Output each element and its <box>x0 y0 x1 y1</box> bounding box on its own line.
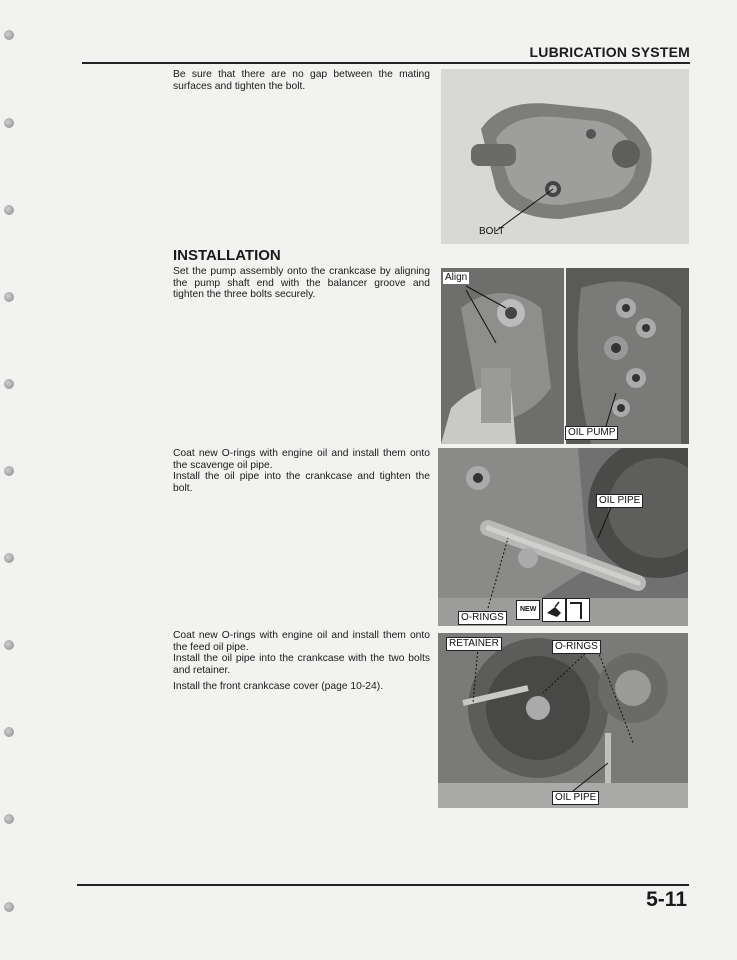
new-part-badge: NEW <box>516 600 540 620</box>
pump-install-photo <box>441 268 689 444</box>
o-rings-callout-2: O-RINGS <box>552 640 601 654</box>
binder-hole <box>4 30 14 40</box>
oil-pump-callout: OIL PUMP <box>565 426 618 440</box>
binder-hole <box>4 118 14 128</box>
binder-hole <box>4 379 14 389</box>
footer-rule <box>77 884 689 886</box>
align-callout: Align <box>445 272 468 283</box>
binder-hole <box>4 814 14 824</box>
oil-pipe-callout: OIL PIPE <box>596 494 643 508</box>
section-title: LUBRICATION SYSTEM <box>529 44 690 60</box>
oil-can-icon <box>542 598 566 622</box>
scavenge-pipe-photo <box>438 448 688 626</box>
step3-line2: Install the oil pipe into the crankcase and tighten the bolt. <box>173 471 430 494</box>
step3-text <box>173 448 430 494</box>
step2-paragraph: Set the pump assembly onto the crankcase by aligning the pump shaft end with the balancer groove and tighten the three bolts securely. <box>173 266 430 301</box>
step4-line1: Coat new O-rings with engine oil and install them onto the feed oil pipe. <box>173 630 430 653</box>
pump-install-illustration <box>441 268 689 444</box>
step4-line2: Install the oil pipe into the crankcase with the two bolts and retainer. <box>173 653 430 676</box>
feed-pipe-photo <box>438 633 688 808</box>
step4-line3: Install the front crankcase cover (page 10-24). <box>173 681 384 693</box>
binder-hole <box>4 553 14 563</box>
step3-line1: Coat new O-rings with engine oil and install them onto the scavenge oil pipe. <box>173 448 430 471</box>
step1-paragraph: Be sure that there are no gap between the mating surfaces and tighten the bolt. <box>173 69 430 92</box>
step4-text <box>173 630 430 693</box>
binder-hole <box>4 727 14 737</box>
binder-hole <box>4 205 14 215</box>
pipe-wrench-icon <box>566 598 590 622</box>
binder-hole <box>4 292 14 302</box>
oil-pipe-callout-2: OIL PIPE <box>552 791 599 805</box>
page-number: 5-11 <box>646 888 687 911</box>
header-rule <box>82 62 690 64</box>
o-rings-callout: O-RINGS <box>458 611 507 625</box>
step1-text <box>173 69 430 92</box>
binder-hole <box>4 902 14 912</box>
oil-pump-illustration <box>441 69 689 244</box>
binder-hole <box>4 466 14 476</box>
binder-hole <box>4 640 14 650</box>
retainer-callout: RETAINER <box>446 637 502 651</box>
step2-text <box>173 266 430 301</box>
feed-pipe-illustration <box>438 633 688 808</box>
bolt-callout: BOLT <box>479 226 505 237</box>
installation-heading: INSTALLATION <box>173 247 281 264</box>
oil-pump-bolt-photo <box>441 69 689 244</box>
